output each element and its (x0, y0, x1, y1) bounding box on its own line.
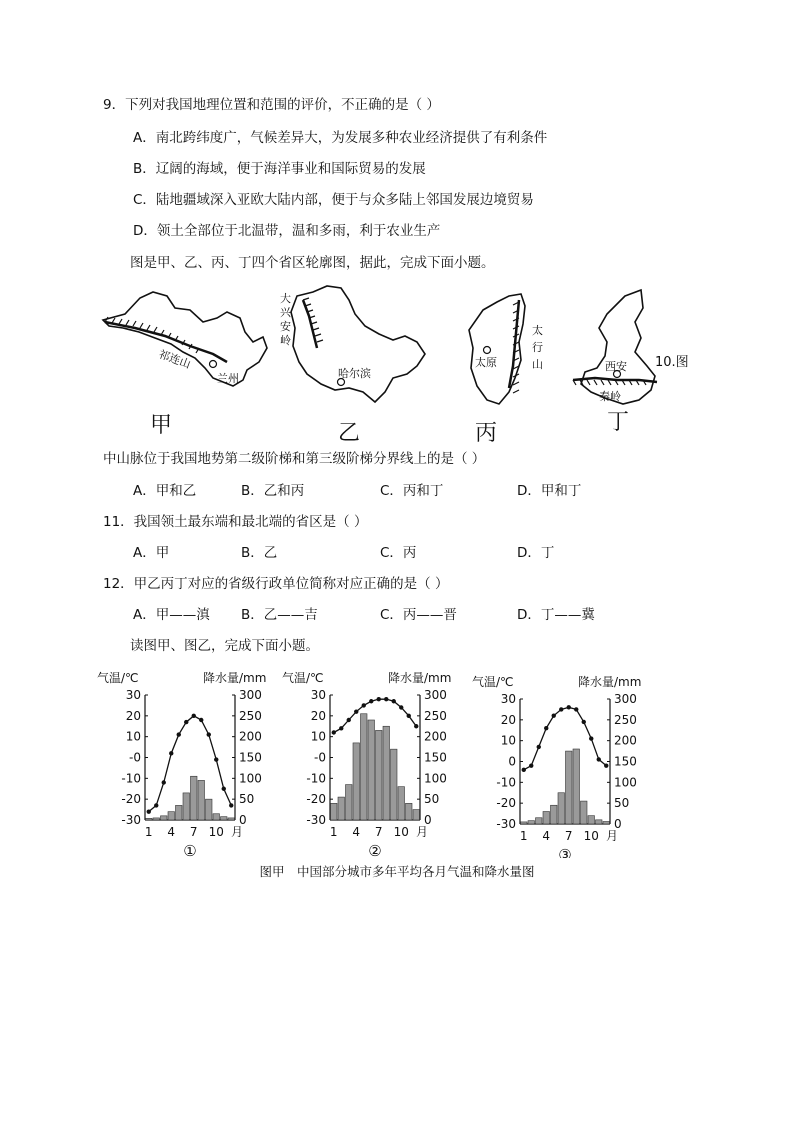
temp-tick-label: -20 (306, 792, 326, 807)
precip-bar (603, 822, 610, 825)
temp-tick-label: 20 (125, 708, 141, 723)
precip-tick-label: 200 (614, 733, 637, 748)
temperature-line (334, 699, 417, 732)
ylabel-right: 降水量/mm (578, 675, 642, 689)
climate-charts (95, 668, 655, 858)
yi-mountain-char-1: 大 (280, 292, 291, 305)
temperature-point (544, 726, 548, 730)
temperature-point (392, 699, 396, 703)
q11-options (0, 547, 794, 563)
taiyuan-city-dot (484, 347, 491, 354)
precip-bar (376, 730, 383, 820)
temperature-point (589, 736, 593, 740)
q12-option-a: A．甲——滇 (133, 607, 210, 623)
temp-tick-label: -0 (129, 750, 141, 765)
q10-option-d: D．甲和丁 (517, 483, 582, 499)
precip-tick-label: 250 (239, 708, 262, 723)
temp-tick-label: -0 (314, 750, 326, 765)
temperature-point (574, 707, 578, 711)
temp-tick-label: -10 (496, 775, 516, 790)
temperature-point (384, 697, 388, 701)
temp-tick-label: 30 (125, 688, 141, 702)
temperature-point (192, 714, 196, 718)
jia-city-label: 兰州 (217, 372, 239, 385)
precip-bar (361, 714, 368, 820)
temperature-point (377, 697, 381, 701)
precip-bar (153, 818, 160, 820)
precip-bar (176, 805, 183, 820)
month-tick-label: 7 (374, 825, 383, 839)
temp-tick-label: -10 (306, 771, 326, 786)
chart-number: ① (183, 842, 197, 858)
precip-tick-label: 150 (239, 750, 262, 765)
map-label-bing: 丙 (475, 421, 498, 446)
yi-mountain-char-2: 兴 (280, 306, 291, 319)
precip-bar (338, 797, 345, 820)
month-tick-label: 4 (542, 829, 551, 843)
temp-tick-label: -10 (121, 771, 141, 786)
precip-bar (331, 803, 338, 820)
precip-tick-label: 150 (614, 754, 637, 769)
q12-option-d: D．丁——冀 (517, 607, 595, 623)
temperature-point (162, 780, 166, 784)
temperature-point (604, 763, 608, 767)
q12-options (0, 609, 794, 625)
q11-stem: 11．我国领土最东端和最北端的省区是（ ） (103, 514, 368, 530)
climate-chart-1 (97, 670, 266, 858)
precip-bar (183, 793, 190, 820)
ylabel-left: 气温/℃ (97, 671, 139, 685)
precip-bar (228, 818, 235, 820)
precip-bar (191, 776, 198, 820)
precip-bar (221, 817, 228, 820)
month-tick-label: 10 (393, 825, 409, 839)
precip-bar (528, 821, 535, 824)
temperature-line (149, 716, 232, 812)
precip-bar (213, 814, 220, 820)
ylabel-left: 气温/℃ (472, 675, 514, 689)
ylabel-right: 降水量/mm (388, 671, 452, 685)
precip-bar (581, 801, 588, 824)
q11-option-d: D．丁 (517, 545, 555, 561)
month-tick-label: 1 (329, 825, 338, 839)
precip-bar (566, 751, 573, 824)
precip-bar (161, 816, 168, 820)
temperature-point (347, 718, 351, 722)
q9-option-d: D．领土全部位于北温带，温和多雨，利于农业生产 (133, 223, 441, 239)
precip-bar (206, 799, 213, 820)
precip-bar (198, 780, 205, 820)
q9-option-b: B．辽阔的海域，便于海洋事业和国际贸易的发展 (133, 161, 426, 177)
temperature-point (414, 724, 418, 728)
q12-option-b: B．乙——吉 (241, 607, 318, 623)
temperature-point (339, 726, 343, 730)
precip-bar (146, 818, 153, 820)
q12-option-c: C．丙——晋 (380, 607, 457, 623)
precip-tick-label: 50 (424, 792, 440, 807)
temp-tick-label: 30 (500, 692, 516, 706)
map-jia-gansu (103, 292, 267, 386)
month-tick-label: 1 (519, 829, 528, 843)
bing-city-label: 太原 (475, 356, 497, 369)
q10-options (0, 485, 794, 501)
q9-option-a: A．南北跨纬度广，气候差异大，为发展多种农业经济提供了有利条件 (133, 130, 548, 146)
precip-bar (398, 787, 405, 820)
bing-mountain-char-1: 太 (532, 324, 543, 337)
map-label-yi: 乙 (338, 421, 361, 446)
yi-mountain-char-3: 安 (280, 320, 291, 333)
temperature-point (407, 714, 411, 718)
q12-stem: 12．甲乙丙丁对应的省级行政单位简称对应正确的是（ ） (103, 576, 449, 592)
temperature-point (567, 705, 571, 709)
yi-outline (291, 286, 425, 402)
precip-tick-label: 150 (424, 750, 447, 765)
temperature-line (524, 707, 607, 770)
q10-option-b: B．乙和丙 (241, 483, 305, 499)
temperature-point (147, 809, 151, 813)
precip-tick-label: 200 (424, 729, 447, 744)
temperature-point (582, 720, 586, 724)
precip-tick-label: 0 (424, 813, 432, 827)
chart-number: ② (368, 842, 382, 858)
precip-bar (536, 818, 543, 824)
temperature-point (362, 703, 366, 707)
bing-mountain-char-2: 行 (532, 341, 543, 354)
month-tick-label: 4 (352, 825, 361, 839)
precip-tick-label: 100 (424, 771, 447, 786)
temperature-point (154, 803, 158, 807)
map-ding-shaanxi (573, 290, 657, 404)
month-unit-label: 月 (606, 829, 619, 843)
temp-tick-label: -20 (121, 792, 141, 807)
map-bing-shanxi (469, 294, 543, 404)
ding-city-label: 西安 (605, 360, 627, 373)
temp-tick-label: 20 (310, 708, 326, 723)
precip-bar (596, 820, 603, 824)
precip-bar (406, 803, 413, 820)
precip-bar (168, 812, 175, 820)
precip-tick-label: 0 (239, 813, 247, 827)
lanzhou-city-dot (210, 361, 217, 368)
temperature-point (229, 803, 233, 807)
precip-bar (521, 822, 528, 824)
temp-tick-label: 20 (500, 712, 516, 727)
q9-option-c: C．陆地疆域深入亚欧大陆内部，便于与众多陆上邻国发展边境贸易 (133, 192, 534, 208)
yi-mountain-char-4: 岭 (280, 334, 291, 347)
month-tick-label: 10 (583, 829, 599, 843)
temperature-point (222, 787, 226, 791)
temp-tick-label: 10 (125, 729, 141, 744)
precip-tick-label: 50 (239, 792, 255, 807)
temp-tick-label: 0 (508, 754, 516, 769)
temp-tick-label: -20 (496, 796, 516, 811)
temperature-point (354, 709, 358, 713)
temperature-point (552, 713, 556, 717)
temperature-point (399, 705, 403, 709)
month-tick-label: 7 (564, 829, 573, 843)
precip-bar (391, 749, 398, 820)
precip-tick-label: 250 (614, 712, 637, 727)
precip-tick-label: 300 (614, 692, 637, 706)
climate-chart-2 (282, 670, 451, 858)
climate-charts-svg (95, 668, 655, 858)
precip-bar (543, 812, 550, 825)
temp-tick-label: 30 (310, 688, 326, 702)
precip-tick-label: 250 (424, 708, 447, 723)
precip-bar (551, 805, 558, 824)
precip-bar (573, 749, 580, 824)
precip-tick-label: 200 (239, 729, 262, 744)
temperature-point (199, 718, 203, 722)
ding-outline (581, 290, 655, 404)
intro-climate-charts: 读图甲、图乙，完成下面小题。 (130, 638, 319, 654)
chart-number: ③ (558, 846, 572, 858)
precip-tick-label: 100 (614, 775, 637, 790)
precip-bar (558, 793, 565, 824)
map-label-ding: 丁 (607, 410, 630, 435)
ylabel-right: 降水量/mm (203, 671, 267, 685)
temperature-point (184, 720, 188, 724)
temperature-point (529, 763, 533, 767)
month-tick-label: 4 (167, 825, 176, 839)
precip-tick-label: 50 (614, 796, 630, 811)
temperature-point (332, 730, 336, 734)
precip-tick-label: 300 (239, 688, 262, 702)
temperature-point (597, 757, 601, 761)
jia-outline (103, 292, 267, 386)
temperature-point (559, 707, 563, 711)
climate-chart-3 (472, 674, 641, 858)
q10-option-a: A．甲和乙 (133, 483, 197, 499)
temperature-point (537, 745, 541, 749)
q11-option-b: B．乙 (241, 545, 278, 561)
yi-city-label: 哈尔滨 (338, 367, 371, 380)
precip-bar (383, 726, 390, 820)
map-label-jia: 甲 (150, 413, 173, 438)
q10-stem: 中山脉位于我国地势第二级阶梯和第三级阶梯分界线上的是（ ） (103, 451, 486, 467)
precip-bar (588, 816, 595, 824)
temperature-point (177, 732, 181, 736)
q11-option-c: C．丙 (380, 545, 417, 561)
precip-bar (353, 743, 360, 820)
temp-tick-label: 10 (500, 733, 516, 748)
temp-tick-label: -30 (306, 813, 326, 827)
temperature-point (369, 699, 373, 703)
bing-mountain-char-3: 山 (532, 358, 543, 371)
q10-option-c: C．丙和丁 (380, 483, 444, 499)
bing-outline (469, 294, 525, 404)
precip-bar (413, 810, 420, 820)
figure-caption: 图甲 中国部分城市多年平均各月气温和降水量图 (259, 864, 535, 879)
month-tick-label: 10 (208, 825, 224, 839)
ylabel-left: 气温/℃ (282, 671, 324, 685)
month-tick-label: 7 (189, 825, 198, 839)
temp-tick-label: -30 (121, 813, 141, 827)
jia-mountain-label: 祁连山 (156, 347, 193, 372)
month-tick-label: 1 (144, 825, 153, 839)
q11-option-a: A．甲 (133, 545, 170, 561)
temp-tick-label: -30 (496, 817, 516, 831)
month-unit-label: 月 (231, 825, 244, 839)
map-yi-heilongjiang (280, 286, 425, 402)
temperature-point (207, 732, 211, 736)
province-outline-maps (95, 282, 715, 447)
q9-stem: 9．下列对我国地理位置和范围的评价，不正确的是（ ） (103, 97, 440, 113)
temp-tick-label: 10 (310, 729, 326, 744)
q10-prefix: 10.图 (655, 355, 689, 370)
temperature-point (169, 751, 173, 755)
temperature-point (522, 768, 526, 772)
precip-tick-label: 300 (424, 688, 447, 702)
month-unit-label: 月 (416, 825, 429, 839)
temperature-point (214, 757, 218, 761)
precip-bar (346, 785, 353, 820)
intro-province-maps: 图是甲、乙、丙、丁四个省区轮廓图，据此，完成下面小题。 (130, 255, 495, 271)
precip-bar (368, 720, 375, 820)
precip-tick-label: 0 (614, 817, 622, 831)
ding-mountain-label: 秦岭 (599, 390, 621, 403)
precip-tick-label: 100 (239, 771, 262, 786)
